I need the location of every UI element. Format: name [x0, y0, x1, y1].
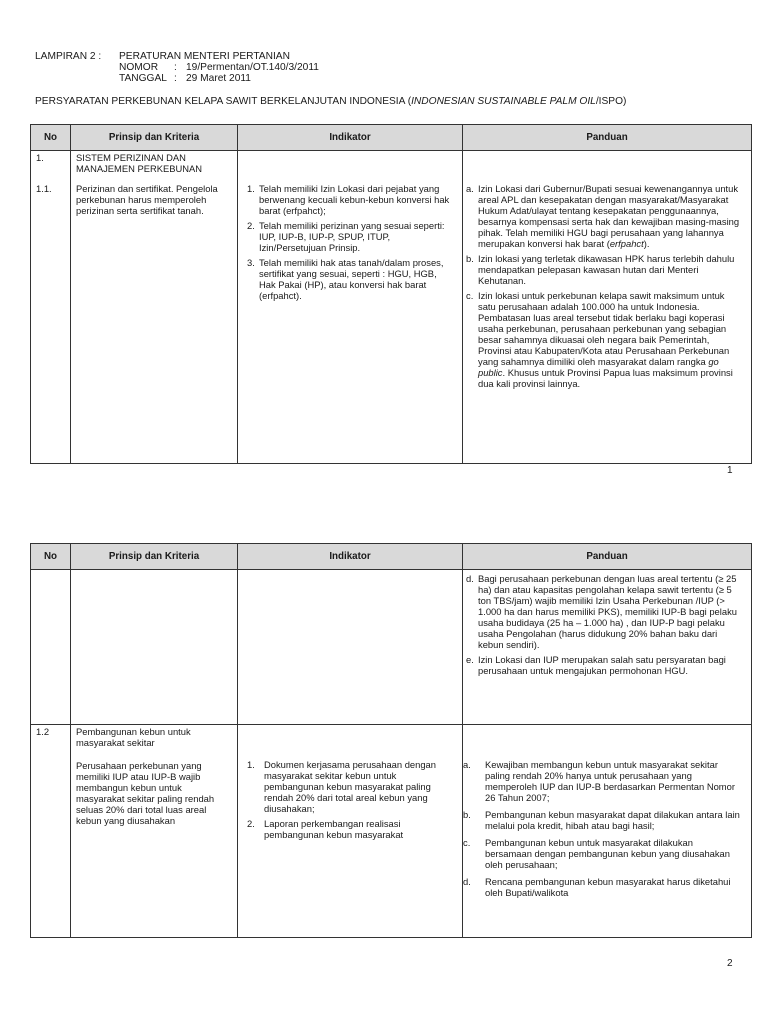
list-item [463, 876, 741, 898]
list-marker: c. [463, 837, 471, 848]
col-header-panduan: Panduan [463, 125, 752, 151]
table-row [31, 570, 752, 725]
nomor-label: NOMOR [119, 62, 159, 73]
list-marker: 1. [247, 759, 255, 770]
criteria-text: Perusahaan perkebunan yang memiliki IUP atau IUP-B wajib membangun kebun untuk masyarakat sekitar paling rendah seluas 20% dari total luas areal kebun yang diusahakan [76, 760, 215, 826]
title-main: PERSYARATAN PERKEBUNAN KELAPA SAWIT BERKELANJUTAN INDONESIA ( [35, 96, 412, 107]
list-item [466, 573, 741, 650]
list-text: Izin Lokasi dari Gubernur/Bupati sesuai kewenangannya untuk areal APL dan kesepakatan dengan masyarakat/Masyarakat Hukum Adat/ulayat tentang kesepakatan penggunaannya, besarnya kompensasi serta hak dan kewajiban masing-masing pihak. Telah memiliki HGU bagi perusahaan yang lahannya merupakan konversi hak barat (erfpahct). [478, 183, 740, 249]
criteria-title: Pembangunan kebun untuk masyarakat sekitar [76, 726, 191, 748]
col-header-panduan: Panduan [463, 544, 752, 570]
tanggal-colon: : [174, 73, 177, 84]
list-marker: 3. [247, 257, 255, 268]
list-item [247, 818, 454, 840]
list-text: Dokumen kerjasama perusahaan dengan masyarakat sekitar kebun untuk pembangunan kebun masyarakat paling rendah 20% dari total areal kebun yang diusahakan; [264, 759, 436, 814]
nomor-value: 19/Permentan/OT.140/3/2011 [186, 62, 319, 73]
list-text: Rencana pembangunan kebun masyarakat harus diketahui oleh Bupati/walikota [485, 876, 731, 898]
title-italic: INDONESIAN SUSTAINABLE PALM OIL [411, 96, 596, 107]
col-header-indikator: Indikator [238, 125, 463, 151]
list-item [463, 759, 741, 803]
table-row [31, 151, 752, 178]
list-text: Kewajiban membangun kebun untuk masyarakat sekitar paling rendah 20% hanya untuk perusahaan yang memperoleh IUP dan IUP-B berdasarkan Permentan Nomor 26 Tahun 2007; [485, 759, 735, 803]
list-item [247, 759, 454, 814]
list-item [463, 837, 741, 870]
tanggal-label: TANGGAL [119, 73, 167, 84]
list-item [247, 220, 454, 253]
page-number: 2 [727, 958, 733, 969]
list-text: Pembangunan kebun masyarakat dapat dilakukan antara lain melalui pola kredit, hibah atau bagi hasil; [485, 809, 740, 831]
col-header-indikator: Indikator [238, 544, 463, 570]
section-title: SISTEM PERIZINAN DAN MANAJEMEN PERKEBUNAN [76, 152, 203, 174]
list-item: c. Izin lokasi untuk perkebunan kelapa sawit maksimum untuk satu perusahaan adalah 100.000 ha untuk Indonesia. Pembatasan luas areal tersebut tidak berlaku bagi koperasi usaha perkebunan, perusahaan perkebunan yang sebagian besar sahamnya dikuasai oleh negara baik Pemerintah, Provinsi atau Kabupaten/Kota atau Perusahaan Perkebunan yang sahamnya dimiliki oleh masyarakat dalam rangka go public. Khusus untuk Provinsi Papua luas maksimum provinsi dua kali provinsi lainnya. [466, 290, 741, 389]
regulation-name: PERATURAN MENTERI PERTANIAN [119, 51, 290, 62]
col-header-prinsip: Prinsip dan Kriteria [71, 544, 238, 570]
nomor-colon: : [174, 62, 177, 73]
table-row [31, 725, 752, 938]
list-item: b. Izin lokasi yang terletak dikawasan HPK harus terlebih dahulu mendapatkan pelepasan kawasan hutan dari Menteri Kehutanan. [466, 253, 741, 286]
col-header-prinsip: Prinsip dan Kriteria [71, 125, 238, 151]
list-marker: 2. [247, 220, 255, 231]
requirements-table-page1 [30, 124, 752, 464]
list-text: Telah memiliki perizinan yang sesuai seperti: IUP, IUP-B, IUP-P, SPUP, ITUP, Izin/Persetujuan Prinsip. [259, 220, 445, 253]
guidance-list [463, 177, 751, 389]
row-number: 1.1. [36, 183, 52, 194]
criteria-text: Perizinan dan sertifikat. Pengelola perkebunan harus memperoleh perizinan serta sertifikat tanah. [76, 183, 218, 216]
list-item [463, 809, 741, 831]
col-header-no: No [31, 125, 71, 151]
list-item [466, 654, 741, 676]
list-text: Telah memiliki Izin Lokasi dari pejabat yang berwenang kecuali kebun-kebun konversi hak barat (erfpahct); [259, 183, 450, 216]
document-title [35, 96, 626, 107]
indicator-list [238, 177, 462, 301]
list-text: Laporan perkembangan realisasi pembangunan kebun masyarakat [264, 818, 404, 840]
list-marker: b. [463, 809, 471, 820]
list-marker: d. [463, 876, 471, 887]
list-item [247, 183, 454, 216]
list-text: Bagi perusahaan perkebunan dengan luas areal tertentu (≥ 25 ha) dan atau kapasitas pengolahan kelapa sawit tertentu (≥ 5 ton TBS/jam) wajib memiliki Izin Usaha Perkebunan /IUP (> 1.000 ha dan harus memiliki PKS), memiliki IUP-B bagi pelaku usaha budidaya (25 ha – 1.000 ha) , dan IUP-P bagi pelaku usaha Pengolahan (harus didukung 20% bahan baku dari kebun sendiri). [478, 573, 737, 650]
guidance-list [463, 570, 751, 676]
list-text: Pembangunan kebun untuk masyarakat dilakukan bersamaan dengan pembangunan kebun yang diusahakan oleh perusahaan; [485, 837, 730, 870]
table-row [31, 177, 752, 464]
list-marker: 2. [247, 818, 255, 829]
tanggal-value: 29 Maret 2011 [186, 73, 251, 84]
page-number: 1 [727, 465, 733, 476]
title-tail: /ISPO) [595, 96, 627, 107]
list-marker: e. [466, 654, 474, 665]
guidance-list [463, 725, 751, 898]
list-item [247, 257, 454, 301]
row-number: 1.2 [36, 726, 50, 737]
list-marker: 1. [247, 183, 255, 194]
list-text: Izin lokasi untuk perkebunan kelapa sawit maksimum untuk satu perusahaan adalah 100.000 ha untuk Indonesia. Pembatasan luas areal tersebut tidak berlaku bagi koperasi usaha perkebunan, perusahaan perkebunan yang sebagian besar sahamnya dikuasai oleh negara baik Pemerintah, Provinsi atau Kabupaten/Kota atau Perusahaan Perkebunan yang sahamnya dimiliki oleh masyarakat dalam rangka go public. Khusus untuk Provinsi Papua luas maksimum provinsi dua kali provinsi lainnya. [478, 290, 733, 389]
indicator-list [238, 725, 462, 840]
list-text: Telah memiliki hak atas tanah/dalam proses, sertifikat yang sesuai, seperti : HGU, HGB, Hak Pakai (HP), atau konversi hak barat (erfpahct). [259, 257, 444, 301]
col-header-no: No [31, 544, 71, 570]
list-text: Izin Lokasi dan IUP merupakan salah satu persyaratan bagi perusahaan untuk mengajukan permohonan HGU. [478, 654, 726, 676]
table-header-row [31, 544, 752, 570]
table-header-row [31, 125, 752, 151]
list-text: Izin lokasi yang terletak dikawasan HPK harus terlebih dahulu mendapatkan pelepasan kawasan hutan dari Menteri Kehutanan. [478, 253, 735, 286]
row-number: 1. [36, 152, 44, 163]
list-marker: a. [463, 759, 471, 770]
list-item: a. Izin Lokasi dari Gubernur/Bupati sesuai kewenangannya untuk areal APL dan kesepakatan dengan masyarakat/Masyarakat Hukum Adat/ulayat tentang kesepakatan penggunaannya, besarnya kompensasi serta hak dan kewajiban masing-masing pihak. Telah memiliki HGU bagi perusahaan yang lahannya merupakan konversi hak barat (erfpahct). [466, 183, 740, 249]
lampiran-label: LAMPIRAN 2 : [35, 51, 102, 62]
requirements-table-page2 [30, 543, 752, 938]
list-marker: d. [466, 573, 474, 584]
